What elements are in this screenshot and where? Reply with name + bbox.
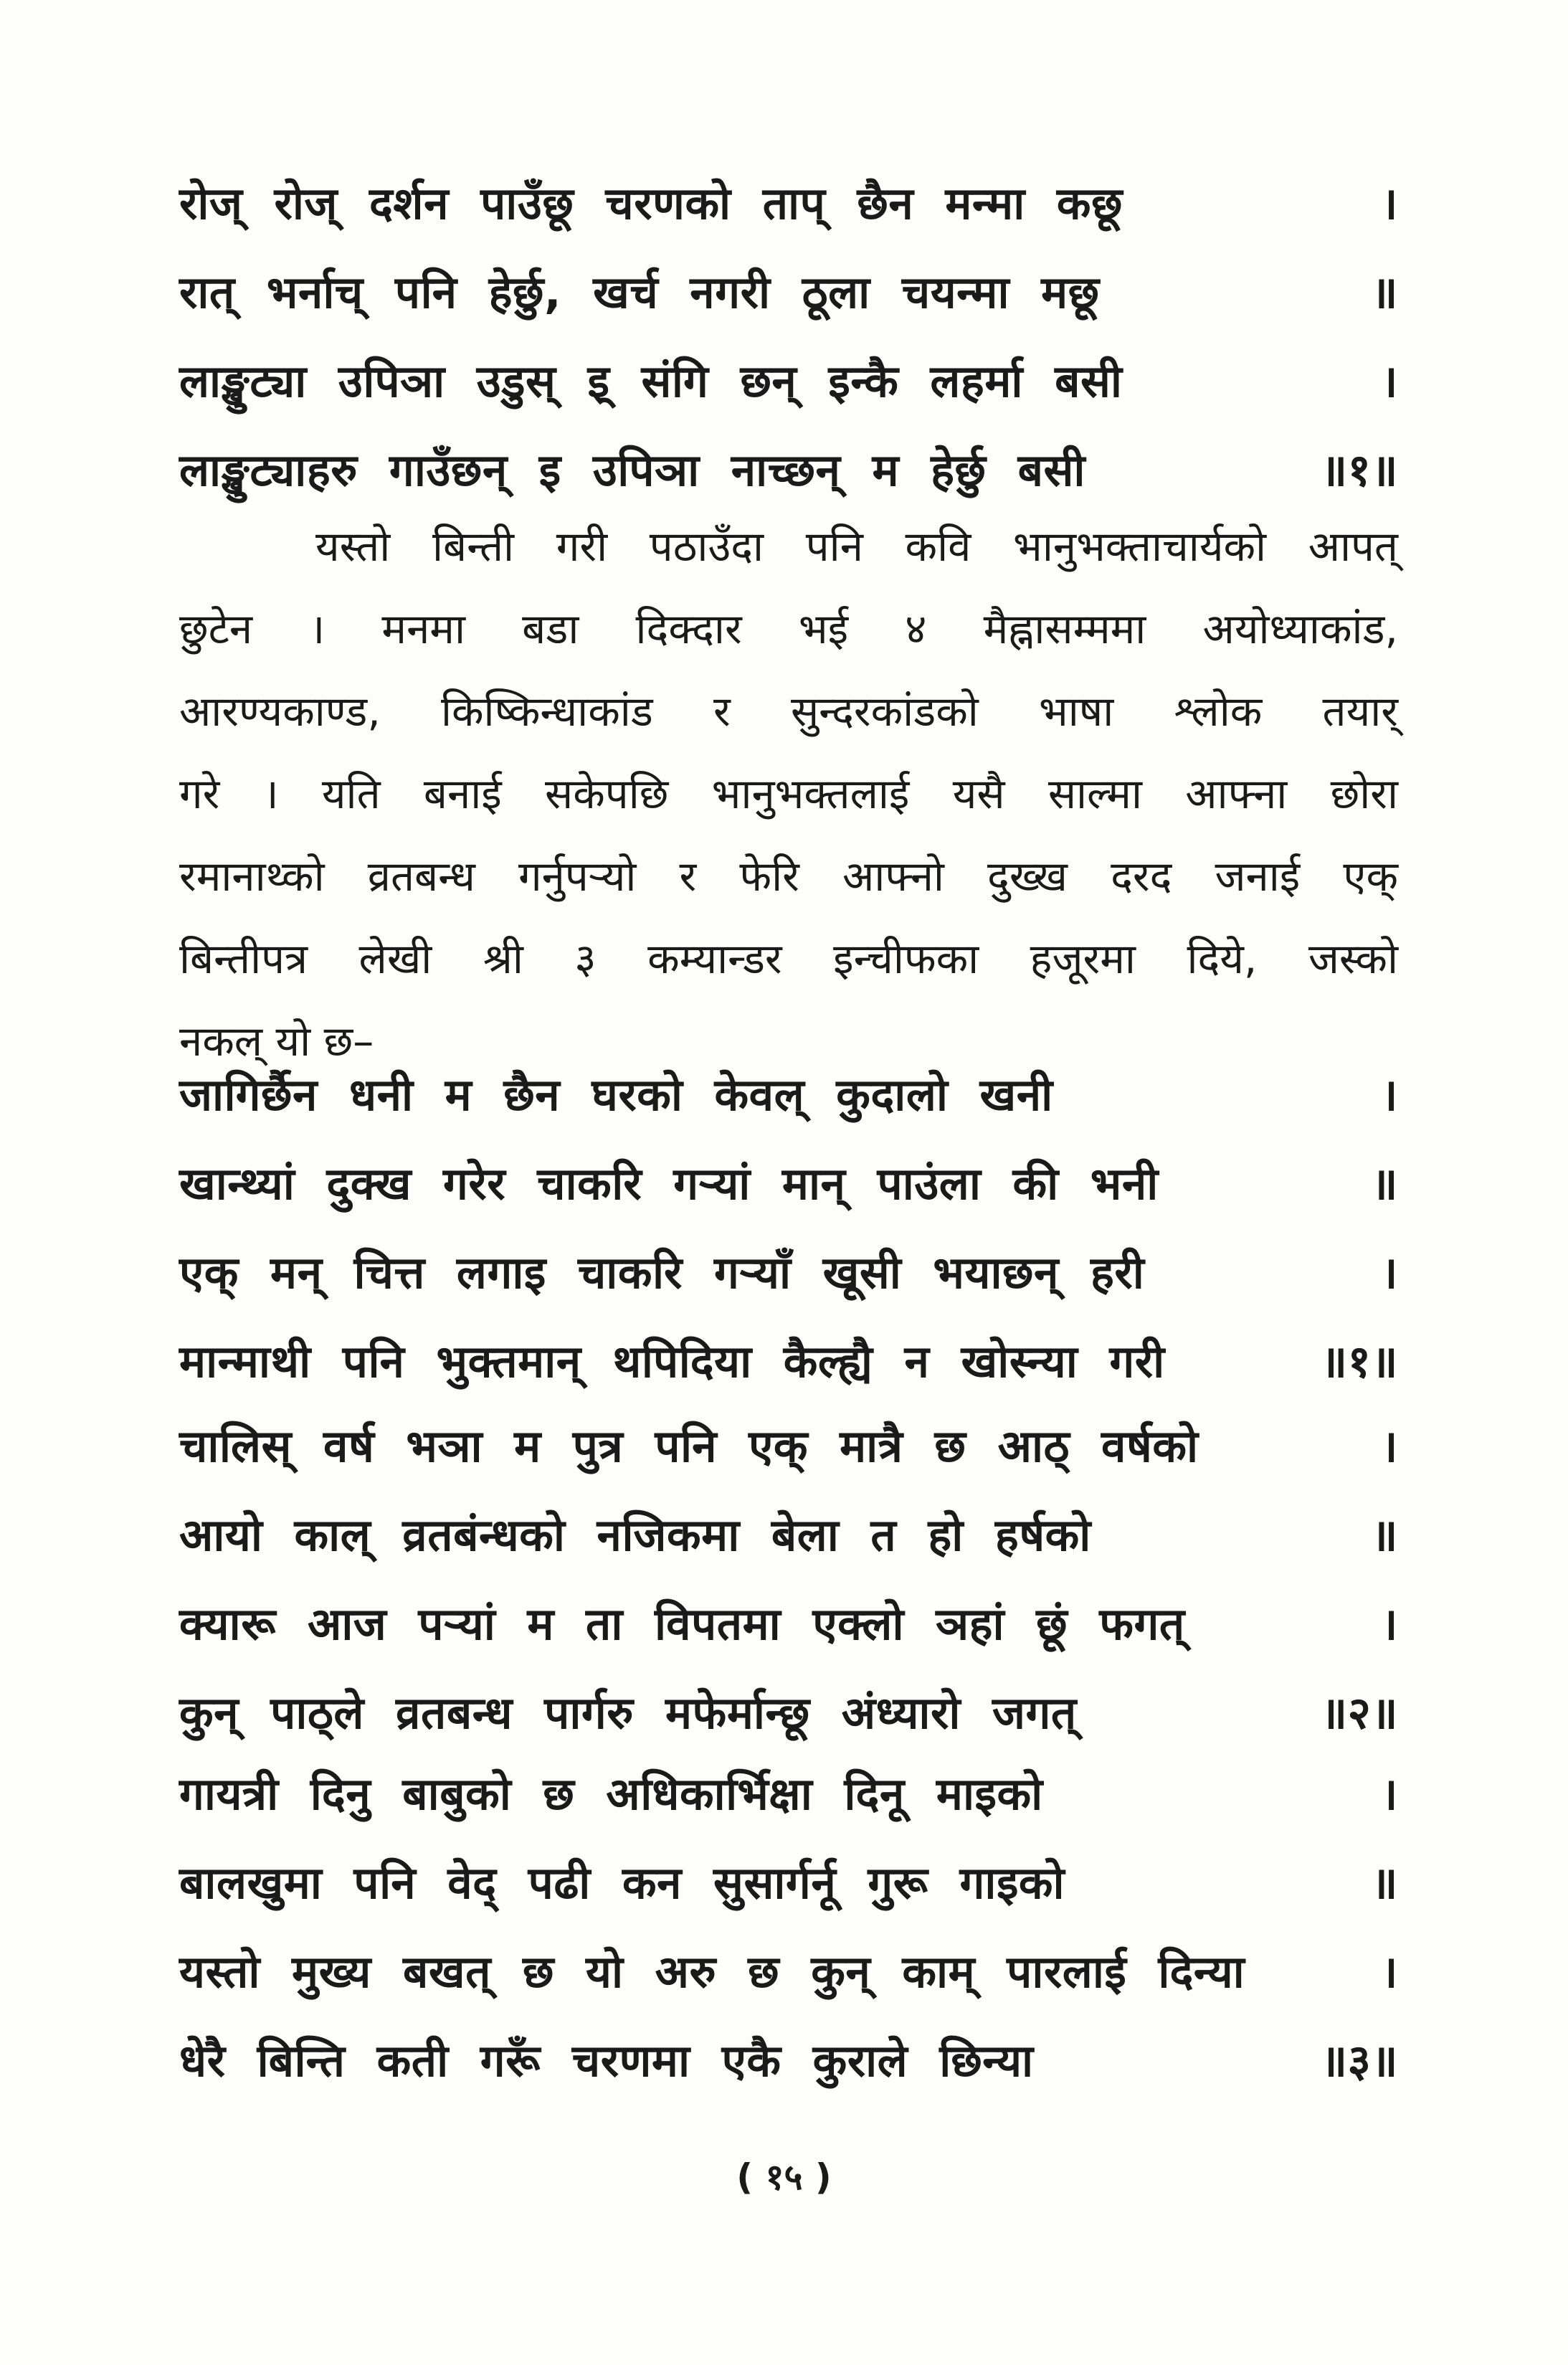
verse-line xyxy=(179,1228,1398,1317)
verse-text: गायत्री दिनु बाबुको छ अधिकार्भिक्षा दिनू माइको xyxy=(179,1768,1043,1820)
verse-text: कुन् पाठ्ले व्रतबन्ध पार्गरु मफेर्मान्छू अंध्यारो जगत् xyxy=(179,1687,1077,1739)
verse-stanza-2 xyxy=(179,1051,1398,1406)
verse-text: मान्माथी पनि भुक्तमान् थपिदिया कैल्ह्यै न खोस्न्या गरी xyxy=(179,1335,1165,1388)
verse-line xyxy=(179,1317,1398,1406)
verse-text: लाङ्खुट्या उपिञा उडुस् इ् संगि छन् इन्कै लहर्मा बसी xyxy=(179,355,1123,407)
verse-line xyxy=(179,1750,1398,1839)
prose-line: छुटेन । मनमा बडा दिक्दार भई ४ मैह्नासम्ममा अयोध्याकांड, xyxy=(179,605,1398,653)
verse-stanza-1 xyxy=(179,159,1398,515)
verse-line xyxy=(179,1491,1398,1580)
verse-line xyxy=(179,1402,1398,1491)
verse-text: एक् मन् चित्त लगाइ चाकरि गर्‍याँ खूसी भयाछन् हरी xyxy=(179,1246,1145,1299)
verse-text: खान्थ्यां दुक्ख गरेर चाकरि गर्‍यां मान् पाउंला की भनी xyxy=(179,1157,1159,1210)
verse-line xyxy=(179,426,1398,515)
verse-danda: । xyxy=(1381,1068,1398,1121)
verse-line xyxy=(179,1839,1398,1928)
verse-text: चालिस् वर्ष भञा म पुत्र पनि एक् मात्रै छ आठ् वर्षको xyxy=(179,1420,1199,1472)
verse-text: यस्तो मुख्य बखत् छ यो अरु छ कुन् काम् पारलाई दिन्या xyxy=(179,1945,1245,1998)
page-number: ( १५ ) xyxy=(736,2156,832,2198)
verse-danda: ॥ xyxy=(1371,266,1398,318)
prose-line: नकल् यो छ– xyxy=(179,1017,374,1066)
prose-paragraph xyxy=(179,506,1398,1083)
verse-danda: । xyxy=(1381,355,1398,407)
verse-line xyxy=(179,2016,1398,2105)
prose-line: यस्तो बिन्ती गरी पठाउँदा पनि कवि भानुभक्ताचार्यको आपत् xyxy=(315,522,1398,571)
verse-line xyxy=(179,1580,1398,1669)
verse-text: आयो काल् व्रतबंन्धको नजिकमा बेला त हो हर्षको xyxy=(179,1509,1091,1561)
verse-number: ॥२॥ xyxy=(1320,1687,1398,1739)
verse-line xyxy=(179,1051,1398,1139)
prose-line: गरे । यति बनाई सकेपछि भानुभक्तलाई यसै साल्मा आफ्ना छोरा xyxy=(179,769,1398,818)
verse-danda: । xyxy=(1381,1598,1398,1650)
verse-text: क्यारू आज पर्‍यां म ता विपतमा एक्लो ञहां छूं फगत् xyxy=(179,1598,1185,1650)
verse-text: रात् भर्नाच् पनि हेर्छु, खर्च नगरी ठूला चयन्मा मछू xyxy=(179,266,1100,318)
verse-danda: । xyxy=(1381,1768,1398,1820)
verse-number: ॥१॥ xyxy=(1320,444,1398,496)
verse-danda: । xyxy=(1381,177,1398,229)
verse-line xyxy=(179,337,1398,426)
verse-stanza-3 xyxy=(179,1402,1398,1758)
verse-danda: ॥ xyxy=(1371,1509,1398,1561)
verse-text: रोज् रोज् दर्शन पाउँछू चरणको ताप् छैन मन्मा कछू xyxy=(179,177,1123,229)
verse-text: जागिर्छैन धनी म छैन घरको केवल् कुदालो खनी xyxy=(179,1068,1053,1121)
prose-line: रमानाथ्को व्रतबन्ध गर्नुपर्‍यो र फेरि आफ्नो दुख्ख दरद जनाई एक् xyxy=(179,852,1398,901)
verse-text: बालखुमा पनि वेद् पढी कन सुसार्गर्नू गुरू गाइको xyxy=(179,1857,1065,1909)
verse-stanza-4 xyxy=(179,1750,1398,2105)
verse-danda: ॥ xyxy=(1371,1157,1398,1210)
verse-line xyxy=(179,1669,1398,1758)
verse-line xyxy=(179,248,1398,337)
verse-danda: । xyxy=(1381,1246,1398,1299)
verse-line xyxy=(179,1139,1398,1228)
verse-line xyxy=(179,1928,1398,2016)
verse-number: ॥३॥ xyxy=(1320,2034,1398,2087)
verse-number: ॥१॥ xyxy=(1320,1335,1398,1388)
verse-danda: । xyxy=(1381,1945,1398,1998)
prose-line: बिन्तीपत्र लेखी श्री ३ कम्यान्डर इन्चीफका हजूरमा दिये, जस्को xyxy=(179,934,1398,983)
prose-line: आरण्यकाण्ड, किष्किन्धाकांड र सुन्दरकांडको भाषा श्लोक तयार् xyxy=(179,687,1398,736)
verse-danda: । xyxy=(1381,1420,1398,1472)
verse-danda: ॥ xyxy=(1371,1857,1398,1909)
verse-text: धेरै बिन्ति कती गरूँ चरणमा एकै कुराले छिन्या xyxy=(179,2034,1034,2087)
verse-text: लाङ्खुट्याहरु गाउँछन् इ उपिञा नाच्छन् म हेर्छु बसी xyxy=(179,444,1085,496)
verse-line xyxy=(179,159,1398,248)
